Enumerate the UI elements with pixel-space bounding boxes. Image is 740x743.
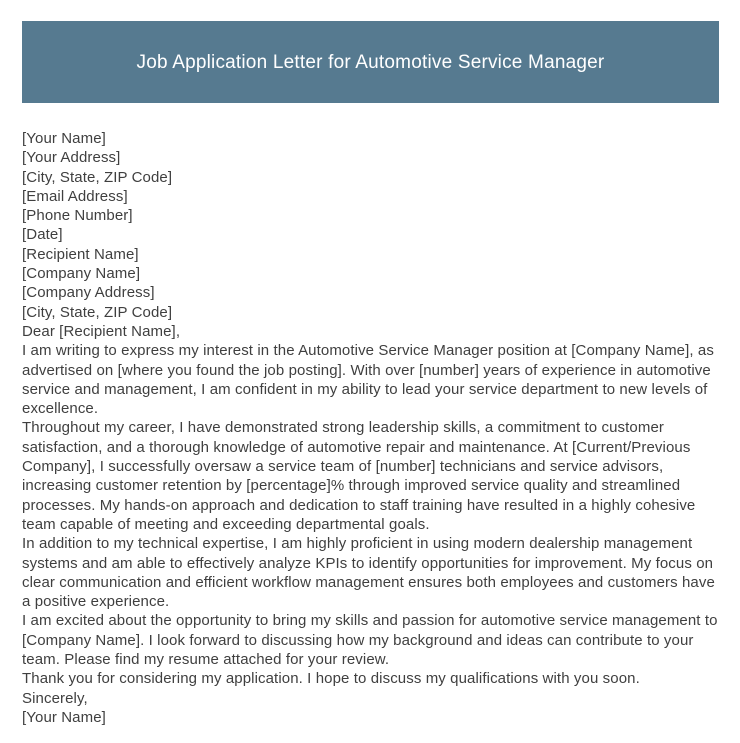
page-title: Job Application Letter for Automotive Service Manager bbox=[136, 51, 605, 73]
sender-phone-line: [Phone Number] bbox=[22, 207, 133, 225]
recipient-name-line: [Recipient Name] bbox=[22, 245, 139, 263]
salutation-line: Dear [Recipient Name], bbox=[22, 322, 181, 340]
signature-line: [Your Name] bbox=[22, 708, 106, 726]
paragraph-excitement: I am excited about the opportunity to bring my skills and passion for automotive service management to [Company Name]. I look forward to discussing how my background and ideas can contribute to your team. Please find my resume attached for your review. bbox=[22, 612, 718, 669]
sender-address-line: [Your Address] bbox=[22, 149, 121, 167]
closing-line: Sincerely, bbox=[22, 689, 88, 707]
sender-city-line: [City, State, ZIP Code] bbox=[22, 168, 173, 186]
paragraph-thanks: Thank you for considering my application. I hope to discuss my qualifications with you soon. bbox=[22, 670, 640, 688]
paragraph-experience: Throughout my career, I have demonstrated strong leadership skills, a commitment to customer satisfaction, and a thorough knowledge of automotive repair and maintenance. At [Current/Previous Company], I successfully oversaw a service team of [number] technicians and service advisors, increasing customer retention by [percentage]% through improved service quality and streamlined processes. My hands-on approach and dedication to staff training have resulted in a highly cohesive team capable of meeting and exceeding departmental goals. bbox=[22, 419, 696, 533]
paragraph-skills: In addition to my technical expertise, I am highly proficient in using modern dealership management systems and am able to effectively analyze KPIs to identify opportunities for improvement. My focus on clear communication and efficient workflow management ensures both employees and customers have a positive experience. bbox=[22, 535, 715, 611]
title-banner bbox=[22, 21, 719, 103]
letter-body bbox=[22, 129, 722, 727]
recipient-company-line: [Company Name] bbox=[22, 265, 141, 283]
sender-name-line: [Your Name] bbox=[22, 130, 106, 147]
recipient-address-line: [Company Address] bbox=[22, 284, 155, 302]
date-line: [Date] bbox=[22, 226, 63, 244]
recipient-city-line: [City, State, ZIP Code] bbox=[22, 303, 173, 321]
paragraph-intro: I am writing to express my interest in the Automotive Service Manager position at [Company Name], as advertised on [where you found the job posting]. With over [number] years of experience in automotive service and management, I am confident in my ability to lead your service department to new levels of excellence. bbox=[22, 342, 714, 418]
sender-email-line: [Email Address] bbox=[22, 187, 128, 205]
